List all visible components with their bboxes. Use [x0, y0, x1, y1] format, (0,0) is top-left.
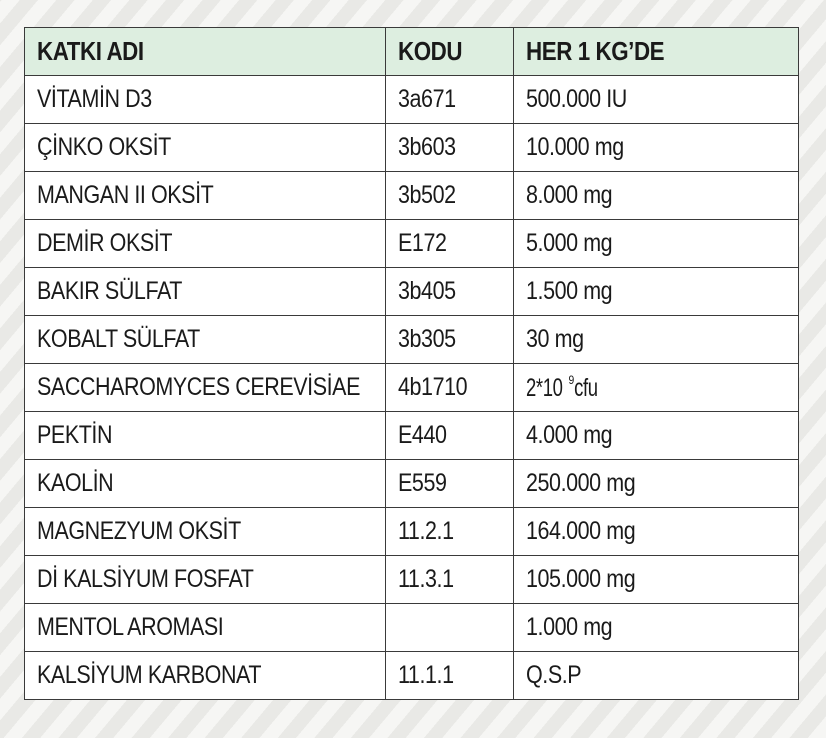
cell-amount: 1.500 mg	[514, 268, 799, 316]
cell-code: 3a671	[386, 76, 514, 124]
cell-amount: 164.000 mg	[514, 508, 799, 556]
cell-code: 3b502	[386, 172, 514, 220]
cell-code: 4b1710	[386, 364, 514, 412]
cell-additive-name: KAOLİN	[25, 460, 386, 508]
cell-additive-name: PEKTİN	[25, 412, 386, 460]
cell-amount: 250.000 mg	[514, 460, 799, 508]
table-row	[25, 76, 799, 124]
cell-additive-name: KOBALT SÜLFAT	[25, 316, 386, 364]
table-row	[25, 220, 799, 268]
cell-additive-name: KALSİYUM KARBONAT	[25, 652, 386, 700]
cell-additive-name: DEMİR OKSİT	[25, 220, 386, 268]
cell-code: 11.2.1	[386, 508, 514, 556]
amount-exponent: 9	[568, 372, 574, 387]
column-header-code: KODU	[386, 28, 514, 76]
table-row	[25, 460, 799, 508]
additives-table-wrapper	[24, 27, 798, 700]
cell-amount: Q.S.P	[514, 652, 799, 700]
cell-additive-name: BAKIR SÜLFAT	[25, 268, 386, 316]
cell-amount: 8.000 mg	[514, 172, 799, 220]
cell-code: E559	[386, 460, 514, 508]
cell-code: E440	[386, 412, 514, 460]
cell-amount: 5.000 mg	[514, 220, 799, 268]
additives-table	[24, 27, 799, 700]
table-row	[25, 652, 799, 700]
table-row	[25, 508, 799, 556]
cell-additive-name: MAGNEZYUM OKSİT	[25, 508, 386, 556]
cell-amount: 500.000 IU	[514, 76, 799, 124]
table-row	[25, 604, 799, 652]
table-row	[25, 316, 799, 364]
cell-code: 3b405	[386, 268, 514, 316]
cell-additive-name: ÇİNKO OKSİT	[25, 124, 386, 172]
table-row	[25, 124, 799, 172]
cell-code: E172	[386, 220, 514, 268]
cell-amount: 10.000 mg	[514, 124, 799, 172]
table-row	[25, 556, 799, 604]
cell-code: 11.3.1	[386, 556, 514, 604]
table-header-row	[25, 28, 799, 76]
amount-base: 2*10	[526, 373, 563, 402]
cell-amount: 1.000 mg	[514, 604, 799, 652]
cell-amount: 4.000 mg	[514, 412, 799, 460]
cell-amount: 30 mg	[514, 316, 799, 364]
table-row	[25, 364, 799, 412]
cell-code	[386, 604, 514, 652]
column-header-amount-per-kg: HER 1 KG’DE	[514, 28, 799, 76]
cell-additive-name: MENTOL AROMASI	[25, 604, 386, 652]
cell-additive-name: SACCHAROMYCES CEREVİSİAE	[25, 364, 386, 412]
cell-amount: 105.000 mg	[514, 556, 799, 604]
cell-additive-name: VİTAMİN D3	[25, 76, 386, 124]
cell-code: 3b603	[386, 124, 514, 172]
column-header-additive-name: KATKI ADI	[25, 28, 386, 76]
cell-code: 3b305	[386, 316, 514, 364]
amount-unit: cfu	[573, 373, 598, 402]
cell-code: 11.1.1	[386, 652, 514, 700]
table-row	[25, 412, 799, 460]
cell-amount	[514, 364, 799, 412]
cell-additive-name: Dİ KALSİYUM FOSFAT	[25, 556, 386, 604]
cell-additive-name: MANGAN II OKSİT	[25, 172, 386, 220]
table-row	[25, 172, 799, 220]
table-row	[25, 268, 799, 316]
